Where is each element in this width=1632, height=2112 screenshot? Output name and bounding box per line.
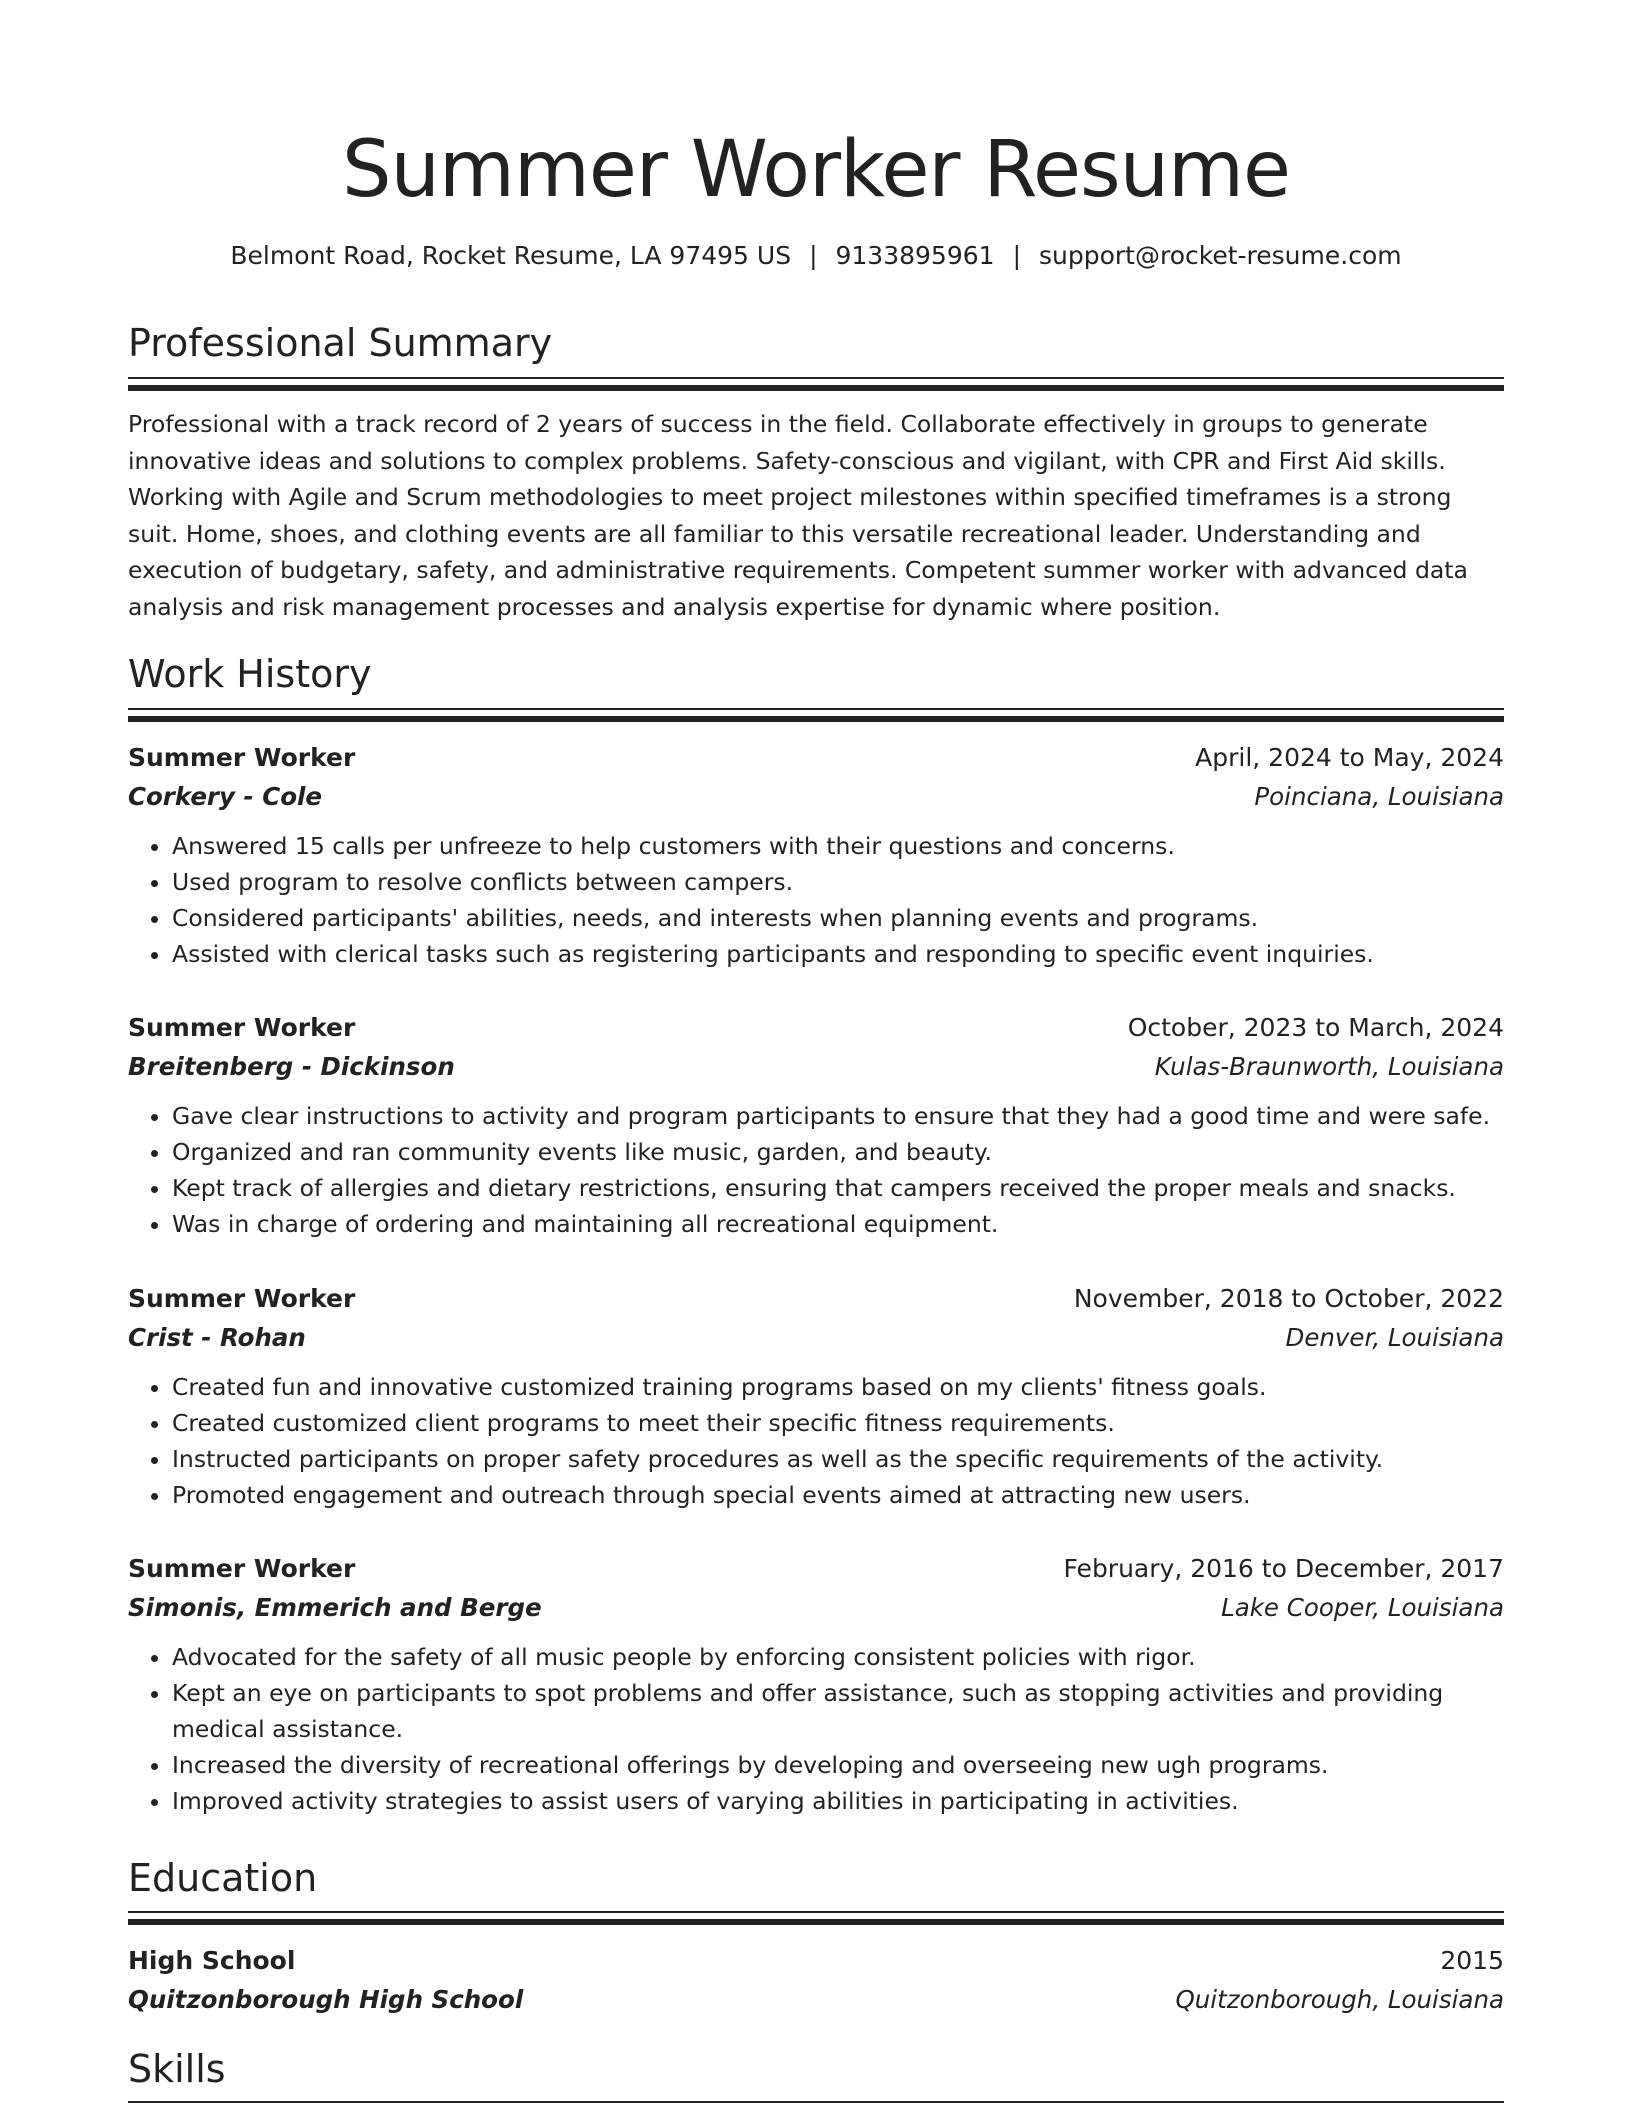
job-bullet: • Gave clear instructions to activity and program participants to ensure that they had a good time and were safe.: [172, 1098, 1504, 1134]
job-entry: [128, 1008, 1504, 1242]
job-bullet: • Kept track of allergies and dietary restrictions, ensuring that campers received the proper meals and snacks.: [172, 1170, 1504, 1206]
job-header-row: [128, 1008, 1504, 1047]
contact-phone: 9133895961: [835, 241, 995, 270]
job-sub-row: [128, 1588, 1504, 1627]
job-sub-row: [128, 1047, 1504, 1086]
job-bullets: [128, 1098, 1504, 1242]
job-company: Crist - Rohan: [128, 1323, 306, 1352]
section-skills: [128, 2044, 1504, 2094]
education-entry: [128, 1941, 1504, 2019]
job-role: Summer Worker: [128, 743, 356, 772]
section-work-history: [128, 649, 1504, 699]
job-bullet: • Created fun and innovative customized training programs based on my clients' fitness goals.: [172, 1369, 1504, 1405]
section-divider: [128, 1911, 1504, 1925]
job-location: Denver, Louisiana: [1285, 1323, 1504, 1352]
job-company: Breitenberg - Dickinson: [128, 1052, 455, 1081]
section-heading-work: Work History: [128, 652, 372, 696]
education-header-row: [128, 1941, 1504, 1980]
job-bullet: • Organized and ran community events like music, garden, and beauty.: [172, 1134, 1504, 1170]
job-header-row: [128, 1549, 1504, 1588]
section-heading-skills: Skills: [128, 2047, 226, 2091]
section-heading-education: Education: [128, 1856, 318, 1900]
section-divider: [128, 2101, 1504, 2103]
job-entry: [128, 1279, 1504, 1513]
contact-separator: |: [1012, 241, 1021, 270]
job-bullet: • Instructed participants on proper safety procedures as well as the specific requirements of the activity.: [172, 1441, 1504, 1477]
job-company: Corkery - Cole: [128, 782, 323, 811]
section-education: [128, 1853, 1504, 1903]
section-divider: [128, 708, 1504, 722]
job-bullets: [128, 1369, 1504, 1513]
job-header-row: [128, 1279, 1504, 1318]
job-location: Poinciana, Louisiana: [1254, 782, 1504, 811]
job-role: Summer Worker: [128, 1013, 356, 1042]
job-header-row: [128, 738, 1504, 777]
job-bullet: • Advocated for the safety of all music people by enforcing consistent policies with rigor.: [172, 1639, 1504, 1675]
section-divider: [128, 377, 1504, 391]
job-location: Kulas-Braunworth, Louisiana: [1154, 1052, 1504, 1081]
job-dates: November, 2018 to October, 2022: [1073, 1284, 1504, 1313]
job-bullet: • Increased the diversity of recreational offerings by developing and overseeing new ugh programs.: [172, 1747, 1504, 1783]
contact-line: [128, 236, 1504, 276]
job-bullet: • Kept an eye on participants to spot problems and offer assistance, such as stopping activities and providing medical assistance.: [172, 1675, 1504, 1747]
job-sub-row: [128, 1318, 1504, 1357]
contact-address: Belmont Road, Rocket Resume, LA 97495 US: [230, 241, 792, 270]
job-bullet: • Created customized client programs to meet their specific fitness requirements.: [172, 1405, 1504, 1441]
job-bullet: • Considered participants' abilities, needs, and interests when planning events and programs.: [172, 900, 1504, 936]
job-sub-row: [128, 777, 1504, 816]
job-bullet: • Answered 15 calls per unfreeze to help customers with their questions and concerns.: [172, 828, 1504, 864]
job-role: Summer Worker: [128, 1284, 356, 1313]
education-year: 2015: [1440, 1946, 1504, 1975]
job-dates: October, 2023 to March, 2024: [1127, 1013, 1504, 1042]
job-role: Summer Worker: [128, 1554, 356, 1583]
contact-email: support@rocket-resume.com: [1039, 241, 1402, 270]
job-company: Simonis, Emmerich and Berge: [128, 1593, 542, 1622]
job-entry: [128, 738, 1504, 972]
job-bullet: • Improved activity strategies to assist users of varying abilities in participating in activities.: [172, 1783, 1504, 1819]
education-degree: High School: [128, 1946, 296, 1975]
job-bullet: • Assisted with clerical tasks such as registering participants and responding to specific event inquiries.: [172, 936, 1504, 972]
education-sub-row: [128, 1980, 1504, 2019]
section-summary: [128, 318, 1504, 368]
job-bullet: • Was in charge of ordering and maintaining all recreational equipment.: [172, 1206, 1504, 1242]
job-location: Lake Cooper, Louisiana: [1221, 1593, 1504, 1622]
contact-separator: |: [809, 241, 818, 270]
job-dates: February, 2016 to December, 2017: [1063, 1554, 1504, 1583]
job-bullet: • Promoted engagement and outreach through special events aimed at attracting new users.: [172, 1477, 1504, 1513]
job-entry: [128, 1549, 1504, 1819]
section-heading-summary: Professional Summary: [128, 321, 553, 365]
education-location: Quitzonborough, Louisiana: [1175, 1985, 1504, 2014]
resume-title: Summer Worker Resume: [341, 125, 1291, 215]
job-bullets: [128, 828, 1504, 972]
education-school: Quitzonborough High School: [128, 1985, 524, 2014]
summary-text: Professional with a track record of 2 years of success in the field. Collaborate effectively in groups to generate innovative ideas and solutions to complex problems. Safety-conscious and vigilant, with CPR and First Aid skills. Working with Agile and Scrum methodologies to meet project milestones within specified timeframes is a strong suit. Home, shoes, and clothing events are all familiar to this versatile recreational leader. Understanding and execution of budgetary, safety, and administrative requirements. Competent summer worker with advanced data analysis and risk management processes and analysis expertise for dynamic where position.: [128, 410, 1468, 621]
job-bullet: • Used program to resolve conflicts between campers.: [172, 864, 1504, 900]
job-bullets: [128, 1639, 1504, 1819]
job-dates: April, 2024 to May, 2024: [1195, 743, 1504, 772]
